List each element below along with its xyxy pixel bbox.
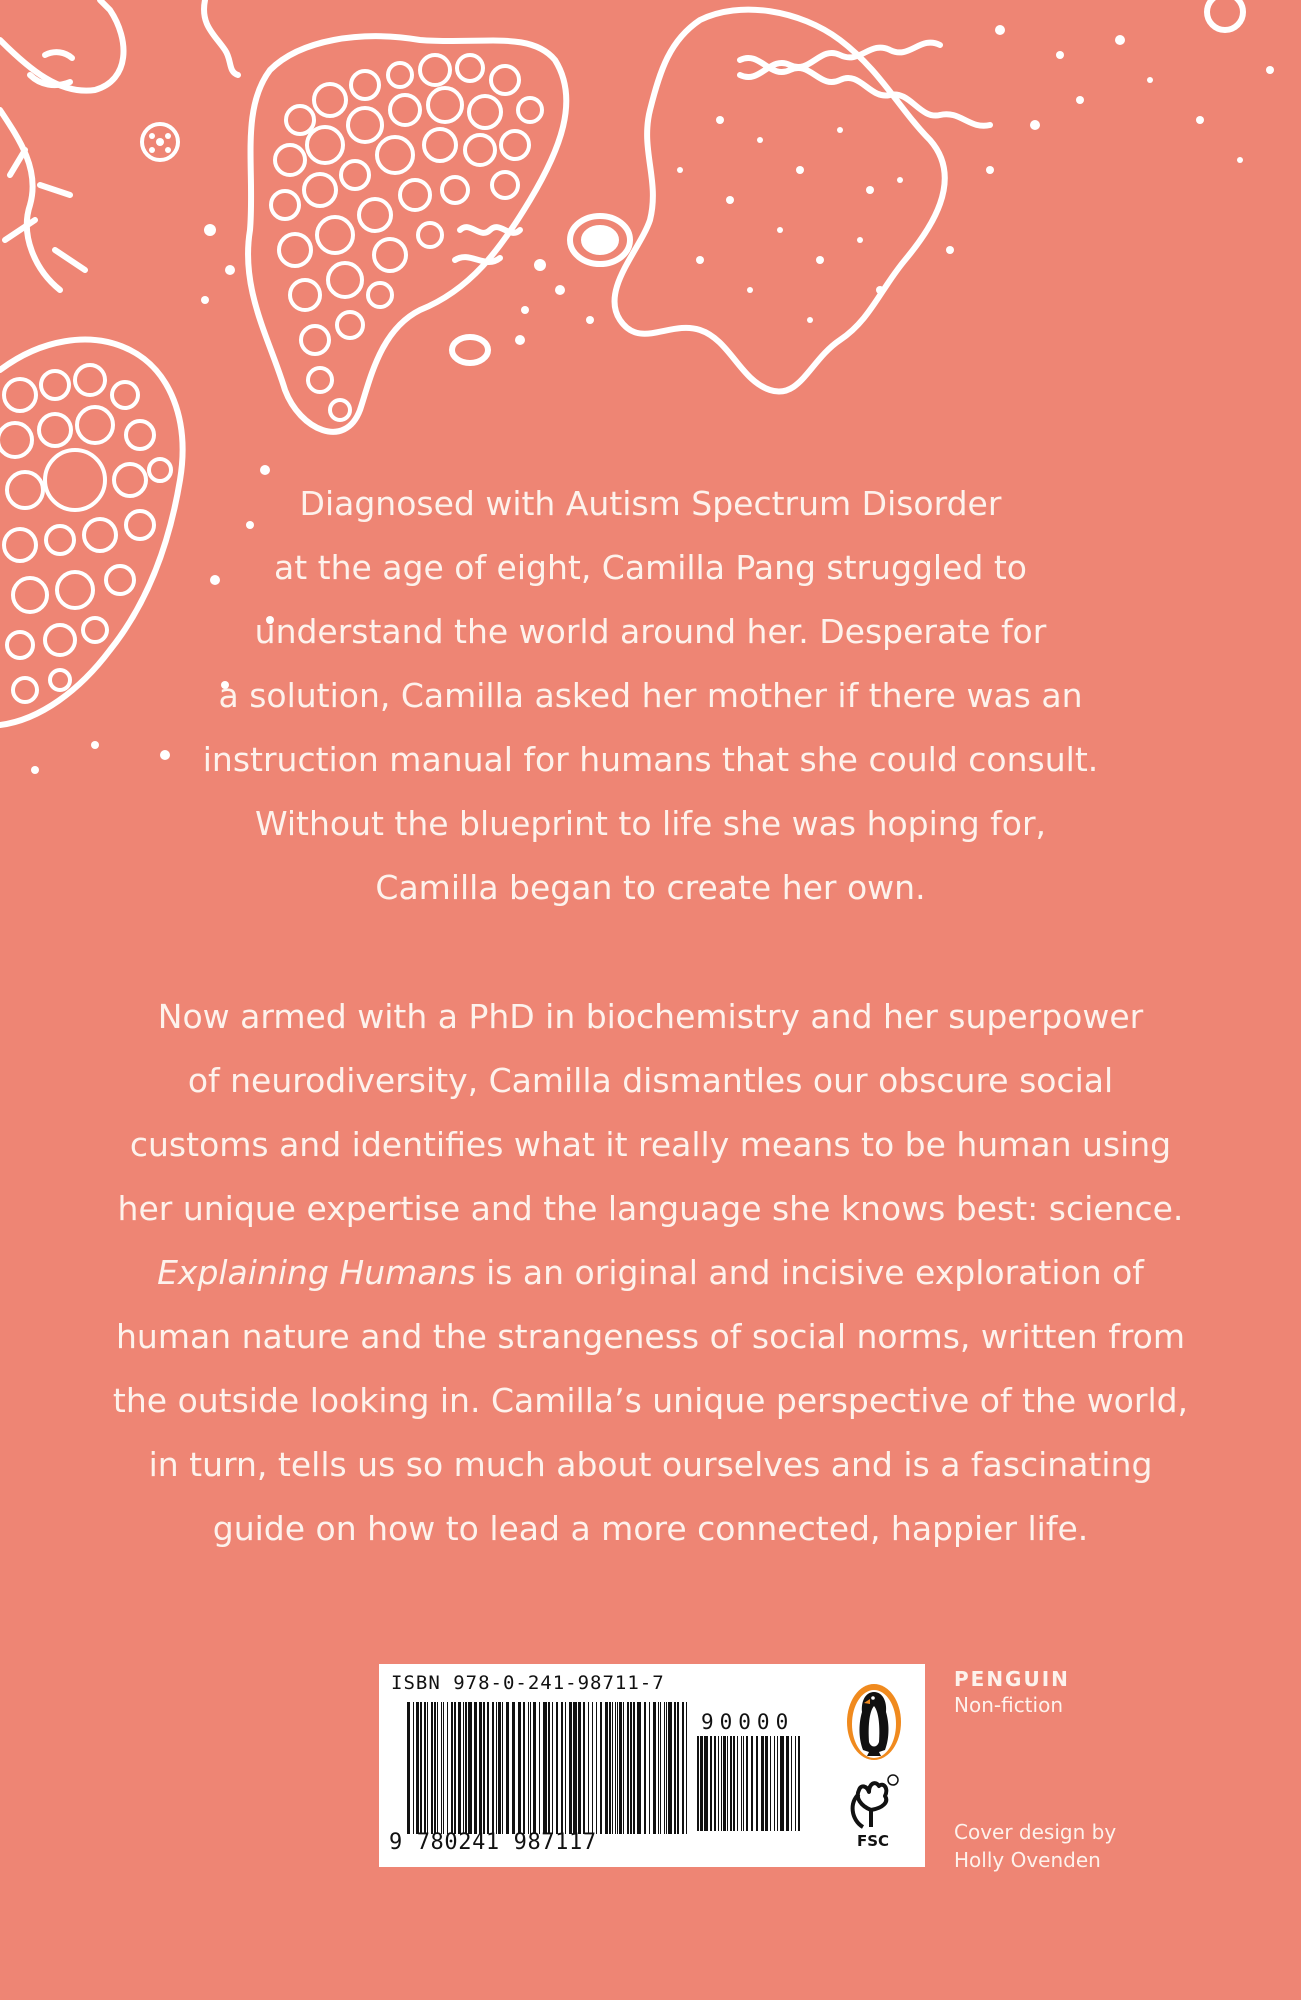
blurb-line: a solution, Camilla asked her mother if there was an <box>218 676 1083 715</box>
barcode-bar <box>612 1702 613 1834</box>
publisher-block <box>954 1667 1070 1717</box>
barcode-bar <box>592 1702 593 1834</box>
barcode-bar <box>660 1702 661 1834</box>
barcode-bar <box>700 1736 703 1831</box>
barcode-bar <box>746 1736 748 1831</box>
barcode-bar <box>561 1702 563 1834</box>
blurb-line: understand the world around her. Desperate for <box>254 612 1047 651</box>
barcode-bar <box>600 1702 602 1834</box>
barcode-bar <box>437 1702 438 1834</box>
barcode-bar <box>674 1702 676 1834</box>
fsc-tree-icon <box>841 1772 901 1832</box>
barcode-bar <box>605 1702 608 1834</box>
fsc-label: FSC <box>857 1832 890 1850</box>
barcode-bar <box>492 1702 494 1834</box>
blurb-line: of neurodiversity, Camilla dismantles our obscure social <box>187 1061 1114 1100</box>
barcode-bar <box>751 1736 753 1831</box>
barcode-bar <box>539 1702 540 1834</box>
barcode-bar <box>658 1702 659 1834</box>
barcode-bar <box>523 1702 525 1834</box>
blurb-paragraph-2 <box>60 985 1241 1561</box>
barcode-bar <box>697 1736 699 1831</box>
barcode-bar <box>530 1702 531 1834</box>
blurb-line: human nature and the strangeness of social norms, written from <box>115 1317 1186 1356</box>
barcode-bar <box>609 1702 611 1834</box>
barcode-bar <box>664 1702 665 1834</box>
barcode-bar <box>649 1702 650 1834</box>
barcode-bar <box>416 1702 419 1834</box>
barcode-bar <box>644 1702 646 1834</box>
barcode-bar <box>506 1702 509 1834</box>
credit-line: Cover design by <box>954 1820 1117 1844</box>
barcode-bar <box>463 1702 464 1834</box>
barcode-bar <box>704 1736 708 1831</box>
blurb-line: at the age of eight, Camilla Pang struggled to <box>274 548 1027 587</box>
barcode-bar <box>474 1702 477 1834</box>
title-line-rest: is an original and incisive exploration of <box>475 1253 1144 1292</box>
barcode-bar <box>780 1736 784 1831</box>
barcode-bar <box>434 1702 436 1834</box>
barcode-panel <box>379 1664 925 1867</box>
blurb-line: Camilla began to create her own. <box>375 868 926 907</box>
barcode-bar <box>596 1702 597 1834</box>
barcode-bar <box>502 1702 503 1834</box>
barcode-bar <box>552 1702 553 1834</box>
barcode-bar <box>498 1702 501 1834</box>
isbn-barcode <box>407 1702 689 1834</box>
barcode-bar <box>723 1736 726 1831</box>
barcode-bar <box>496 1702 497 1834</box>
blurb-line: Now armed with a PhD in biochemistry and her superpower <box>157 997 1144 1036</box>
barcode-bar <box>770 1736 771 1831</box>
barcode-bar <box>465 1702 467 1834</box>
barcode-bar <box>718 1736 719 1831</box>
credit-line: Holly Ovenden <box>954 1848 1101 1872</box>
barcode-bar <box>556 1702 558 1834</box>
barcode-bar <box>668 1702 672 1834</box>
blurb-line: customs and identifies what it really means to be human using <box>129 1125 1172 1164</box>
isbn-label: ISBN 978-0-241-98711-7 <box>391 1672 665 1694</box>
barcode-bar <box>458 1702 461 1834</box>
barcode-bar <box>588 1702 589 1834</box>
barcode-bar <box>413 1702 414 1834</box>
blurb-line: Without the blueprint to life she was hoping for, <box>254 804 1047 843</box>
barcode-bar <box>483 1702 485 1834</box>
blurb-line: Diagnosed with Autism Spectrum Disorder <box>299 484 1002 523</box>
barcode-bar <box>627 1702 629 1834</box>
barcode-bar <box>569 1702 572 1834</box>
barcode-bar <box>407 1702 410 1834</box>
barcode-bar <box>454 1702 456 1834</box>
barcode-bar <box>578 1702 581 1834</box>
barcode-bar <box>710 1736 712 1831</box>
book-title: Explaining Humans <box>157 1253 476 1292</box>
barcode-bar <box>420 1702 422 1834</box>
cover-credit <box>954 1818 1116 1874</box>
blurb-title-line <box>60 1241 1241 1305</box>
barcode-bar <box>741 1736 742 1831</box>
barcode-bar <box>443 1702 444 1834</box>
barcode-bar <box>512 1702 515 1834</box>
barcode-bar <box>630 1702 632 1834</box>
barcode-bar <box>528 1702 529 1834</box>
barcode-bar <box>727 1736 728 1831</box>
barcode-bar <box>533 1702 536 1834</box>
publisher-name: PENGUIN <box>954 1667 1070 1691</box>
barcode-bar <box>686 1702 687 1834</box>
barcode-bar <box>468 1702 472 1834</box>
barcode-bar <box>795 1736 796 1831</box>
barcode-bar <box>737 1736 738 1831</box>
barcode-bar <box>615 1702 616 1834</box>
blurb-line: her unique expertise and the language she knows best: science. <box>117 1189 1184 1228</box>
barcode-bar <box>623 1702 624 1834</box>
barcode-bar <box>447 1702 448 1834</box>
barcode-bar <box>653 1702 656 1834</box>
publisher-category: Non-fiction <box>954 1693 1063 1717</box>
barcode-bar <box>427 1702 428 1834</box>
barcode-digits: 9 780241 987117 <box>389 1830 597 1855</box>
barcode-bar <box>565 1702 566 1834</box>
barcode-bar <box>583 1702 585 1834</box>
barcode-bar <box>777 1736 778 1831</box>
barcode-bar <box>637 1702 641 1834</box>
blurb-paragraph-1 <box>60 472 1241 920</box>
blurb-line: instruction manual for humans that she could consult. <box>202 740 1099 779</box>
barcode-bar <box>774 1736 775 1831</box>
barcode-bar <box>666 1702 667 1834</box>
barcode-bar <box>677 1702 679 1834</box>
barcode-bar <box>431 1702 433 1834</box>
barcode-bar <box>633 1702 635 1834</box>
price-addon: 90000 <box>701 1710 795 1734</box>
addon-barcode <box>697 1736 803 1831</box>
blurb-line: the outside looking in. Camilla’s unique perspective of the world, <box>112 1381 1189 1420</box>
barcode-bar <box>479 1702 482 1834</box>
barcode-bar <box>730 1736 732 1831</box>
barcode-bar <box>619 1702 622 1834</box>
barcode-bar <box>487 1702 489 1834</box>
barcode-bar <box>548 1702 550 1834</box>
barcode-bar <box>791 1736 792 1831</box>
barcode-bar <box>518 1702 521 1834</box>
barcode-bar <box>765 1736 768 1831</box>
barcode-bar <box>743 1736 744 1831</box>
blurb-line: guide on how to lead a more connected, happier life. <box>212 1509 1089 1548</box>
barcode-bar <box>721 1736 722 1831</box>
penguin-logo-icon <box>845 1682 903 1762</box>
barcode-bar <box>617 1702 618 1834</box>
blurb-line: in turn, tells us so much about ourselves and is a fascinating <box>148 1445 1153 1484</box>
barcode-bar <box>441 1702 442 1834</box>
barcode-bar <box>424 1702 426 1834</box>
barcode-bar <box>798 1736 800 1831</box>
barcode-bar <box>573 1702 577 1834</box>
barcode-bar <box>786 1736 789 1831</box>
barcode-bar <box>733 1736 735 1831</box>
barcode-bar <box>756 1736 758 1831</box>
barcode-bar <box>682 1702 684 1834</box>
barcode-bar <box>543 1702 547 1834</box>
barcode-bar <box>451 1702 453 1834</box>
barcode-bar <box>761 1736 764 1831</box>
barcode-bar <box>714 1736 716 1831</box>
